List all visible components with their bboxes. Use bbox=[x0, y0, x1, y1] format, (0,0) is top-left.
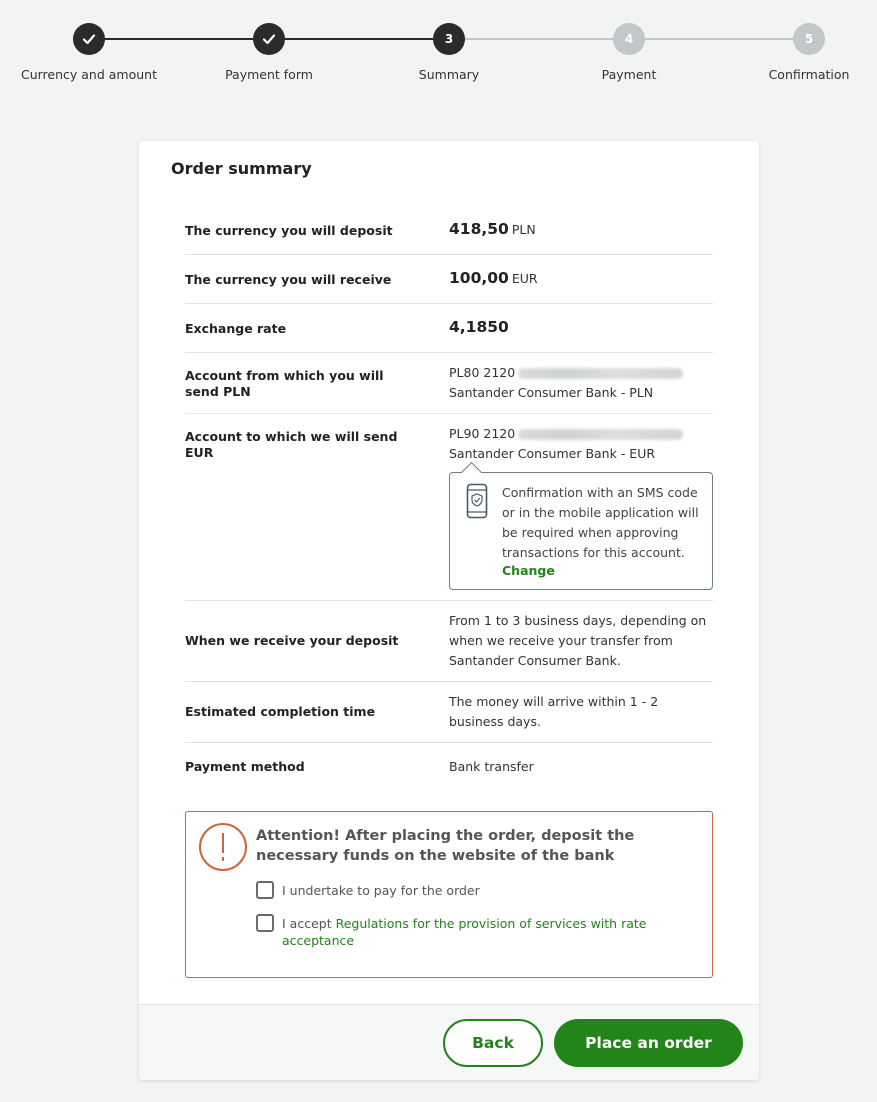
step-connector bbox=[89, 38, 269, 40]
row-value: The money will arrive within 1 - 2 business days. bbox=[449, 694, 659, 729]
sms-notice-text: Confirmation with an SMS code or in the mobile application will be required when approving transactions for this account. bbox=[502, 485, 699, 560]
attention-box bbox=[185, 811, 713, 978]
step-connector bbox=[269, 38, 449, 40]
row-value bbox=[449, 268, 713, 289]
attention-title: Attention! After placing the order, deposit the necessary funds on the website of the bank bbox=[256, 828, 635, 864]
row-label: Account from which you will send PLN bbox=[185, 368, 384, 399]
step-label: Confirmation bbox=[768, 67, 850, 82]
summary-row-payment-method bbox=[185, 743, 713, 791]
exchange-rate-value: 4,1850 bbox=[449, 318, 509, 336]
summary-row-from-account bbox=[185, 353, 713, 414]
place-order-button[interactable]: Place an order bbox=[554, 1019, 743, 1067]
masked-account-digits bbox=[518, 368, 683, 379]
account-number: PL80 2120 bbox=[449, 365, 516, 380]
summary-row-completion-time bbox=[185, 682, 713, 743]
row-label: The currency you will deposit bbox=[185, 223, 393, 238]
regulations-link[interactable]: Regulations for the provision of services with rate acceptance bbox=[282, 916, 647, 948]
card-footer bbox=[139, 1004, 759, 1080]
phone-shield-icon bbox=[466, 483, 488, 519]
step-circle: 4 bbox=[613, 23, 645, 55]
masked-account-digits bbox=[518, 429, 683, 440]
summary-row-receive bbox=[185, 255, 713, 304]
checkbox-label-prefix: I accept bbox=[282, 916, 336, 931]
row-label: Exchange rate bbox=[185, 321, 287, 336]
summary-row-exchange-rate bbox=[185, 304, 713, 353]
row-label: Account to which we will send EUR bbox=[185, 429, 398, 460]
row-value bbox=[449, 219, 713, 240]
checkbox-label: I undertake to pay for the order bbox=[282, 883, 480, 898]
checkbox-label bbox=[282, 915, 662, 949]
sms-confirmation-notice bbox=[449, 472, 713, 590]
row-value bbox=[449, 317, 713, 338]
deposit-amount: 418,50 bbox=[449, 220, 509, 238]
bank-name: Santander Consumer Bank - PLN bbox=[449, 385, 654, 400]
step-connector bbox=[449, 38, 629, 40]
step-label: Payment form bbox=[225, 67, 313, 82]
step-circle: 3 bbox=[433, 23, 465, 55]
row-value bbox=[449, 363, 713, 403]
account-number: PL90 2120 bbox=[449, 426, 516, 441]
back-button[interactable]: Back bbox=[443, 1019, 543, 1067]
page-title: Order summary bbox=[171, 159, 312, 178]
bank-name: Santander Consumer Bank - EUR bbox=[449, 446, 656, 461]
step-connector bbox=[629, 38, 809, 40]
row-label: Payment method bbox=[185, 759, 305, 774]
step-circle bbox=[253, 23, 285, 55]
receive-amount: 100,00 bbox=[449, 269, 509, 287]
receive-currency: EUR bbox=[511, 271, 538, 286]
summary-row-deposit bbox=[185, 206, 713, 255]
row-label: Estimated completion time bbox=[185, 704, 376, 719]
exclamation-icon bbox=[198, 822, 248, 872]
row-value bbox=[449, 424, 713, 464]
deposit-currency: PLN bbox=[511, 222, 536, 237]
checkmark-icon bbox=[82, 32, 96, 46]
row-label: When we receive your deposit bbox=[185, 633, 399, 648]
row-label: The currency you will receive bbox=[185, 272, 392, 287]
checkmark-icon bbox=[262, 32, 276, 46]
accept-regulations-checkbox[interactable] bbox=[256, 914, 274, 932]
row-value: Bank transfer bbox=[449, 759, 534, 774]
step-label: Payment bbox=[601, 67, 657, 82]
change-link[interactable]: Change bbox=[502, 563, 555, 578]
step-circle: 5 bbox=[793, 23, 825, 55]
undertake-pay-checkbox[interactable] bbox=[256, 881, 274, 899]
step-label: Currency and amount bbox=[20, 67, 157, 82]
summary-row-deposit-time bbox=[185, 601, 713, 682]
step-label: Summary bbox=[418, 67, 480, 82]
summary-row-to-account bbox=[185, 414, 713, 601]
step-circle bbox=[73, 23, 105, 55]
order-summary-card bbox=[139, 141, 759, 1080]
progress-stepper bbox=[0, 0, 877, 100]
row-value: From 1 to 3 business days, depending on when we receive your transfer from Santander Consumer Bank. bbox=[449, 613, 707, 668]
